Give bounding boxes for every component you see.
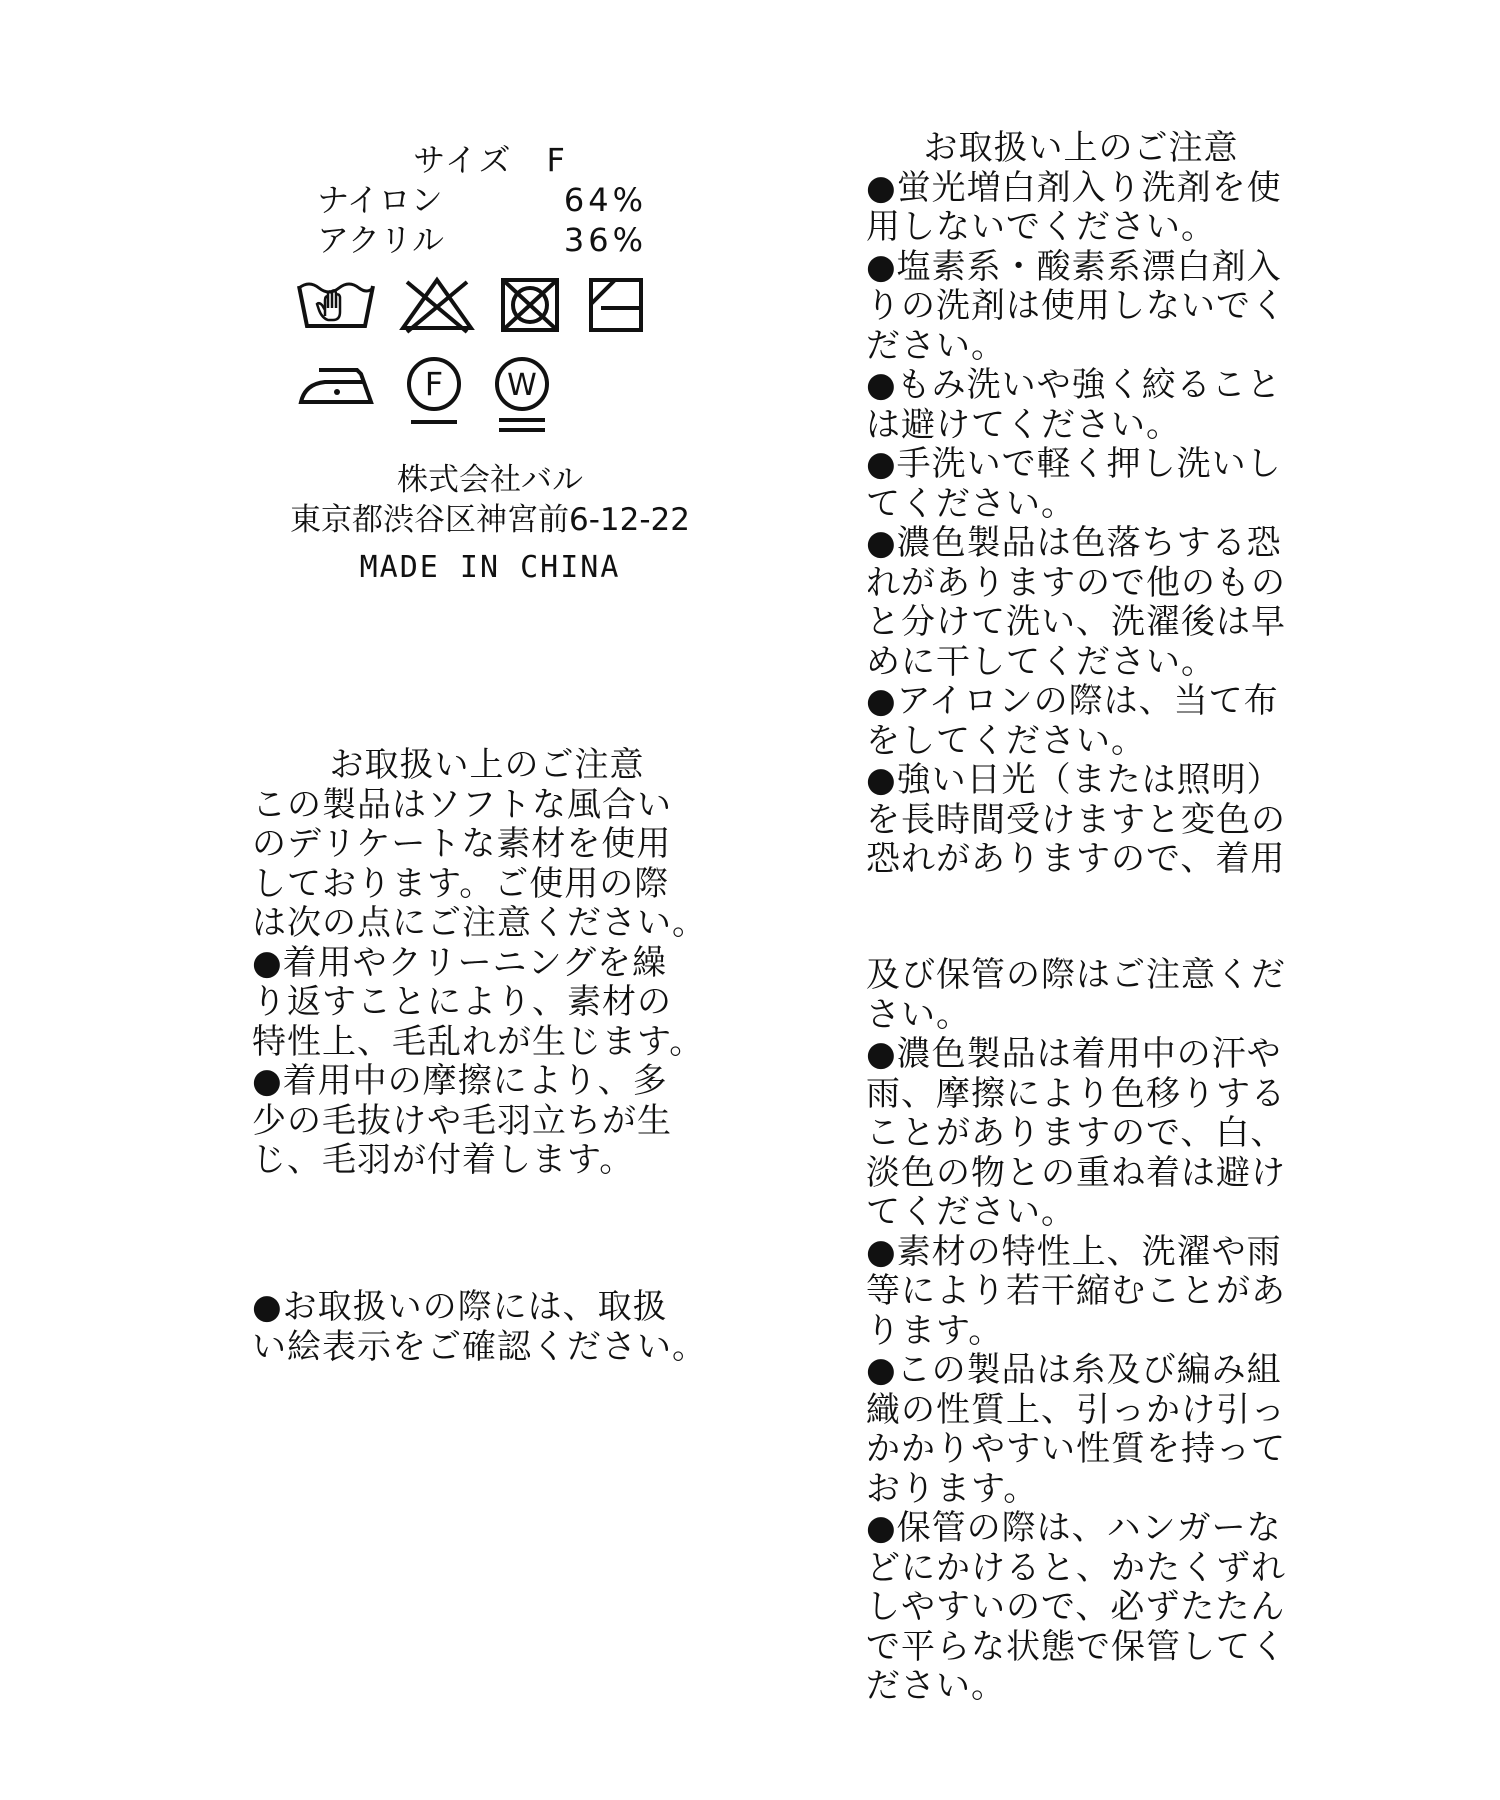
notice-line: 雨、摩擦により色移りする <box>866 1073 1286 1114</box>
fiber-percent: 36% <box>563 221 647 259</box>
fiber-percent: 64% <box>563 181 647 219</box>
dry-clean-f-icon <box>401 354 467 430</box>
notice-line: ことがありますので、白、 <box>866 1113 1286 1153</box>
made-in-text: MADE IN CHINA <box>359 550 621 585</box>
notice-line: 恐れがありますので、着用 <box>866 839 1286 879</box>
notice-line: てください。 <box>866 1192 1076 1232</box>
no-bleach-icon <box>399 274 475 336</box>
notice-line: ●手洗いで軽く押し洗いし <box>866 444 1282 484</box>
fiber-row <box>317 220 647 260</box>
label-header <box>255 140 725 588</box>
notice-line: ●蛍光増白剤入り洗剤を使 <box>866 167 1282 208</box>
company-address: 東京都渋谷区神宮前6-12-22 <box>290 502 690 538</box>
svg-text:F: F <box>424 365 444 403</box>
fiber-name: ナイロン <box>317 181 443 219</box>
notice-line: どにかけると、かたくずれ <box>866 1547 1286 1588</box>
fiber-row <box>317 180 647 220</box>
notice-line: と分けて洗い、洗濯後は早 <box>866 602 1286 642</box>
notice-line: ●着用中の摩擦により、多 <box>252 1061 668 1101</box>
notice-line: ●もみ洗いや強く絞ること <box>866 365 1282 405</box>
no-tumble-dry-icon <box>497 274 563 336</box>
notice-line: 特性上、毛乱れが生じます。 <box>252 1021 705 1062</box>
notice-line: かかりやすい性質を持って <box>866 1429 1286 1469</box>
notice-line: ださい。 <box>866 1666 1006 1706</box>
notice-line: この製品はソフトな風合い <box>252 784 672 825</box>
notice-line: 淡色の物との重ね着は避け <box>866 1152 1286 1193</box>
wet-clean-w-icon <box>489 354 555 438</box>
notice-line: おります。 <box>866 1468 1039 1509</box>
notice-line: ●お取扱いの際には、取扱 <box>252 1287 668 1327</box>
notice-line: を長時間受けますと変色の <box>866 799 1286 840</box>
notice-line: い絵表示をご確認ください。 <box>252 1326 707 1367</box>
notice-line: ●濃色製品は着用中の汗や <box>866 1034 1282 1074</box>
notice-title: お取扱い上のご注意 <box>329 745 645 785</box>
notice-line: ●この製品は糸及び編み組 <box>866 1350 1282 1390</box>
notice-line: 等により若干縮むことがあ <box>866 1271 1286 1311</box>
notice-line: ●塩素系・酸素系漂白剤入 <box>866 246 1282 287</box>
left-notice-2 <box>252 1288 722 1367</box>
svg-text:W: W <box>507 368 537 403</box>
notice-line: 用しないでください。 <box>866 207 1216 247</box>
notice-line: さい。 <box>866 994 971 1035</box>
notice-line: 少の毛抜けや毛羽立ちが生 <box>252 1100 672 1141</box>
right-notice-2 <box>866 956 1296 1707</box>
notice-line: しやすいので、必ずたたん <box>866 1587 1286 1627</box>
notice-line: りの洗剤は使用しないでく <box>866 286 1286 326</box>
care-symbols-row-2 <box>295 354 725 438</box>
left-notice <box>252 746 722 1181</box>
hand-wash-icon <box>295 274 377 336</box>
notice-line: 織の性質上、引っかけ引っ <box>866 1389 1286 1430</box>
size-text: サイズ F <box>413 141 567 179</box>
fiber-name: アクリル <box>317 221 445 259</box>
notice-line: しております。ご使用の際 <box>252 863 670 904</box>
notice-title: お取扱い上のご注意 <box>923 128 1239 168</box>
notice-line: めに干してください。 <box>866 641 1216 682</box>
notice-line: ●着用やクリーニングを繰 <box>252 942 667 983</box>
notice-line: ●濃色製品は色落ちする恐 <box>866 523 1282 563</box>
notice-line: のデリケートな素材を使用 <box>252 824 672 864</box>
notice-line: ●保管の際は、ハンガーな <box>866 1508 1282 1548</box>
right-notice <box>866 129 1296 880</box>
notice-line: ります。 <box>866 1310 1004 1351</box>
notice-line: れがありますので他のもの <box>866 562 1286 603</box>
notice-line: 及び保管の際はご注意くだ <box>866 955 1286 995</box>
line-dry-shade-icon <box>585 274 647 336</box>
notice-line: をしてください。 <box>866 720 1146 761</box>
company-name: 株式会社バル <box>397 462 583 498</box>
notice-line: ●強い日光（または照明） <box>866 760 1282 800</box>
notice-line: ●素材の特性上、洗濯や雨 <box>866 1231 1282 1272</box>
notice-line: てください。 <box>866 483 1076 524</box>
notice-line: じ、毛羽が付着します。 <box>252 1140 635 1180</box>
notice-line: ●アイロンの際は、当て布 <box>866 681 1279 721</box>
care-symbols-row-1 <box>295 274 725 336</box>
notice-line: ださい。 <box>866 325 1006 366</box>
iron-low-icon <box>295 354 379 418</box>
notice-line: で平らな状態で保管してく <box>866 1626 1286 1667</box>
notice-line: は次の点にご注意ください。 <box>252 903 707 943</box>
notice-line: は避けてください。 <box>866 404 1181 445</box>
notice-line: り返すことにより、素材の <box>252 982 672 1022</box>
